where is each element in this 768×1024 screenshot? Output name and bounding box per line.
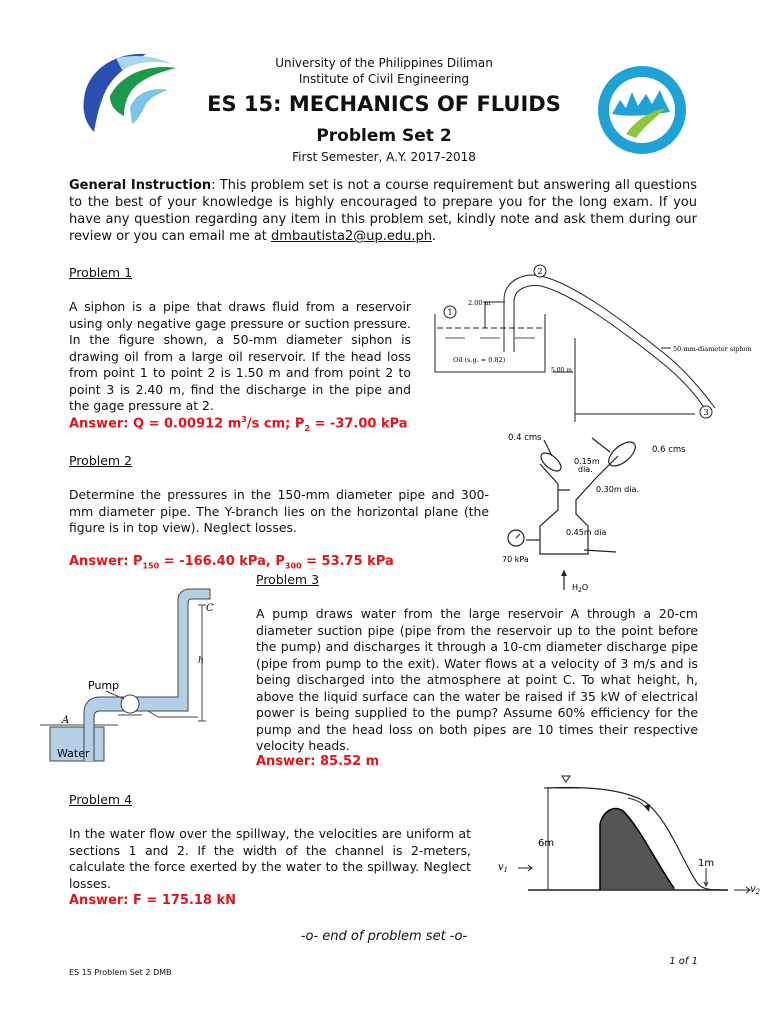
general-instruction: General Instruction: This problem set is not a course requirement but answering all questions to the best of your knowledge is highly encouraged to prepare you for the long exam. If you have any question regarding any item in this problem set, kindly note and ask them during our review or you can email me at dmbautista2@up.edu.ph.	[69, 178, 698, 244]
siphon-pipe-label: 50-mm-diameter siphon	[673, 345, 752, 353]
dia-0.15-label-b: dia.	[578, 465, 593, 474]
page-number: 1 of 1	[669, 956, 698, 967]
siphon-point-3: 3	[703, 408, 709, 417]
pressure-70-label: 70 kPa	[502, 555, 529, 564]
footer-text: ES 15 Problem Set 2 DMB	[69, 968, 172, 977]
problem-3-title: Problem 3	[256, 572, 320, 587]
problem-1-title: Problem 1	[69, 265, 133, 280]
siphon-drop-label: 5.00 m	[551, 367, 572, 374]
end-of-problem-set: -o- end of problem set -o-	[300, 929, 468, 944]
oil-label: Oil (s.g. = 0.82)	[453, 356, 506, 364]
height-6m-label: 6m	[538, 838, 555, 849]
pump-figure	[38, 585, 248, 770]
problem-2-text: Determine the pressures in the 150-mm diameter pipe and 300-mm diameter pipe. The Y-branch lies on the horizontal plane (the figure is in top view). Neglect losses.	[69, 487, 489, 535]
problem-4-title: Problem 4	[69, 792, 133, 807]
problem-3-text: A pump draws water from the large reservoir A through a 20-cm diameter suction pipe (pipe from the reservoir up to the point before the pump) and discharges it through a 10-cm diameter discharge pipe (pipe from pump to the exit). Water flows at a velocity of 3 m/s and is being discharged into the atmosphere at point C. To what height, h, above the liquid surface can the water be raised if 35 kW of electrical power is being supplied to the pump? Assume 60% efficiency for the pump and the head loss on both pipes are 10 times their respective velocity heads.	[256, 606, 698, 753]
depth-1m-label: 1m	[698, 858, 715, 869]
problem-1-answer: Answer: Q = 0.00912 $m^3/s$ cm; $P_2 = -37.00$ kPa	[69, 415, 408, 433]
h-label: h	[198, 656, 204, 666]
email-link[interactable]: dmbautista2@up.edu.ph	[271, 229, 432, 244]
problem-4-answer: Answer: F = 175.18 kN	[69, 893, 237, 908]
spillway-figure	[492, 772, 760, 912]
point-c-label: C	[206, 603, 214, 614]
problem-2-title: Problem 2	[69, 453, 133, 468]
course-title: ES 15: MECHANICS OF FLUIDS	[207, 92, 561, 116]
problem-4-text: In the water flow over the spillway, the velocities are uniform at sections 1 and 2. If the width of the channel is 2-meters, calculate the force exerted by the water to the spillway. Neglect losses.	[69, 826, 471, 891]
h2o-label: $H_2O$	[572, 583, 589, 594]
siphon-figure	[425, 262, 765, 422]
velocity-1-label: $v_1$	[498, 862, 509, 874]
flow-0.4-label: 0.4 cms	[508, 433, 542, 443]
pump-label: Pump	[88, 679, 120, 692]
dia-0.30-label: 0.30m dia.	[596, 485, 639, 494]
problem-2-answer: Answer: $P_{150} = -166.40$ kPa, $P_{300} = 53.75$ kPa	[69, 554, 394, 571]
y-branch-figure	[496, 430, 711, 598]
water-label: Water	[57, 747, 90, 760]
point-a-label: A	[62, 715, 70, 726]
flow-0.6-label: 0.6 cms	[652, 445, 686, 455]
institute-name: Institute of Civil Engineering	[298, 72, 470, 86]
semester: First Semester, A.Y. 2017-2018	[292, 150, 476, 164]
general-instruction-text: : This problem set is not a course requirement but answering all questions to the best of your knowledge is highly encouraged to prepare you for the long exam. If you have any question regarding any item in this problem set, kindly note and ask them during our review or you can email me at	[69, 178, 698, 244]
dia-0.15-label: 0.15m	[574, 457, 600, 466]
dia-0.45-label: 0.45m dia	[566, 528, 607, 537]
problem-1-text: A siphon is a pipe that draws fluid from a reservoir using only negative gage pressure or suction pressure. In the figure shown, a 50-mm diameter siphon is drawing oil from a large oil reservoir. If the head loss from point 1 to point 2 is 1.50 m and from point 2 to point 3 is 2.40 m, find the discharge in the pipe and the gage pressure at 2.	[69, 299, 411, 413]
siphon-height-label: 2.00 m	[468, 299, 491, 307]
siphon-point-1: 1	[447, 308, 453, 317]
velocity-2-label: $v_2$	[750, 884, 760, 896]
problem-3-answer: Answer: 85.52 m	[256, 754, 380, 769]
problem-set-title: Problem Set 2	[316, 126, 452, 146]
university-name: University of the Philippines Diliman	[275, 56, 493, 70]
siphon-point-2: 2	[537, 267, 543, 276]
general-instruction-label: General Instruction	[69, 178, 212, 193]
